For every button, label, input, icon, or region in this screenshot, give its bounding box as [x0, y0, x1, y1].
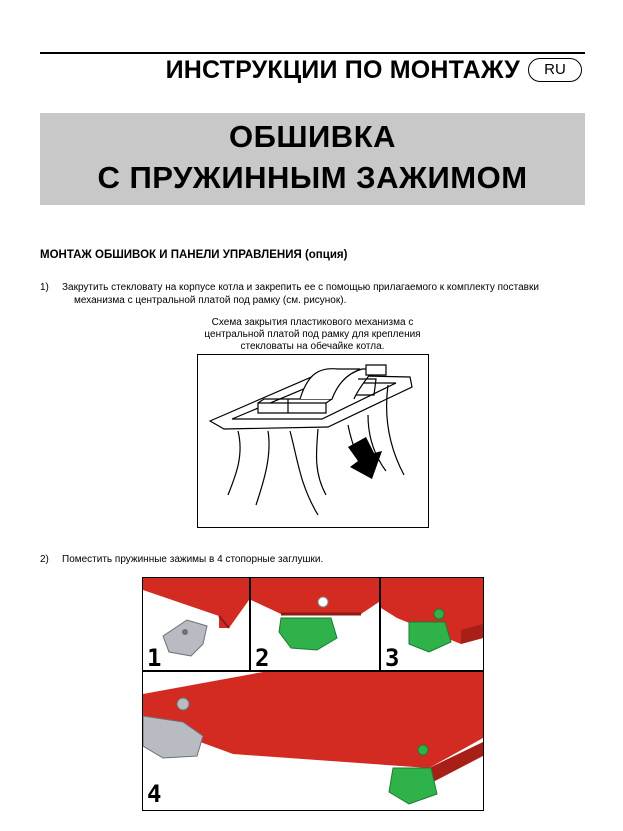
language-badge: RU [528, 58, 582, 82]
mechanism-drawing [198, 355, 428, 527]
wool-strand [228, 431, 240, 495]
photo-1-number: 1 [147, 644, 162, 671]
figure-caption [190, 317, 435, 353]
photo-step-2 [250, 577, 380, 671]
green-spring-clip [279, 618, 337, 650]
green-spring-clip [409, 622, 451, 652]
photo-step-3 [380, 577, 484, 671]
plate-bar-top [258, 399, 332, 403]
plate-bar [258, 403, 326, 413]
step-2-number: 2) [40, 554, 49, 565]
red-panel [143, 578, 249, 628]
red-panel [251, 578, 379, 614]
gray-spring-clip [163, 620, 207, 656]
main-title-line-1: ОБШИВКА [228, 119, 397, 154]
step-1-number: 1) [40, 282, 49, 293]
photo-step-4 [142, 671, 484, 811]
figure-caption-line-1: Схема закрытия пластикового механизма с [211, 317, 414, 328]
figure-caption-line-3: стекловаты на обечайке котла. [240, 341, 385, 352]
photo-4-number: 4 [147, 780, 162, 808]
mechanism-diagram [197, 354, 429, 528]
header-title: ИНСТРУКЦИИ ПО МОНТАЖУ [165, 56, 520, 84]
header-rule [40, 52, 585, 54]
green-spring-clip [389, 768, 437, 804]
main-title-line-2: С ПРУЖИННЫМ ЗАЖИМОМ [97, 160, 528, 195]
photo-step-1 [142, 577, 250, 671]
step-1-text-line-2: механизма с центральной платой под рамку (см. рисунок). [74, 295, 347, 306]
figure-caption-line-2: центральной платой под рамку для крепления [204, 329, 421, 340]
main-title-band [40, 113, 585, 205]
step-2-text: Поместить пружинные зажимы в 4 стопорные заглушки. [62, 554, 324, 565]
photo-2-number: 2 [255, 644, 270, 671]
section-heading: МОНТАЖ ОБШИВОК И ПАНЕЛИ УПРАВЛЕНИЯ (опция) [40, 249, 348, 261]
step-1-text-line-1: Закрутить стекловату на корпусе котла и закрепить ее с помощью прилагаемого к комплекту поставки [62, 282, 539, 293]
photo-3-number: 3 [385, 644, 400, 671]
